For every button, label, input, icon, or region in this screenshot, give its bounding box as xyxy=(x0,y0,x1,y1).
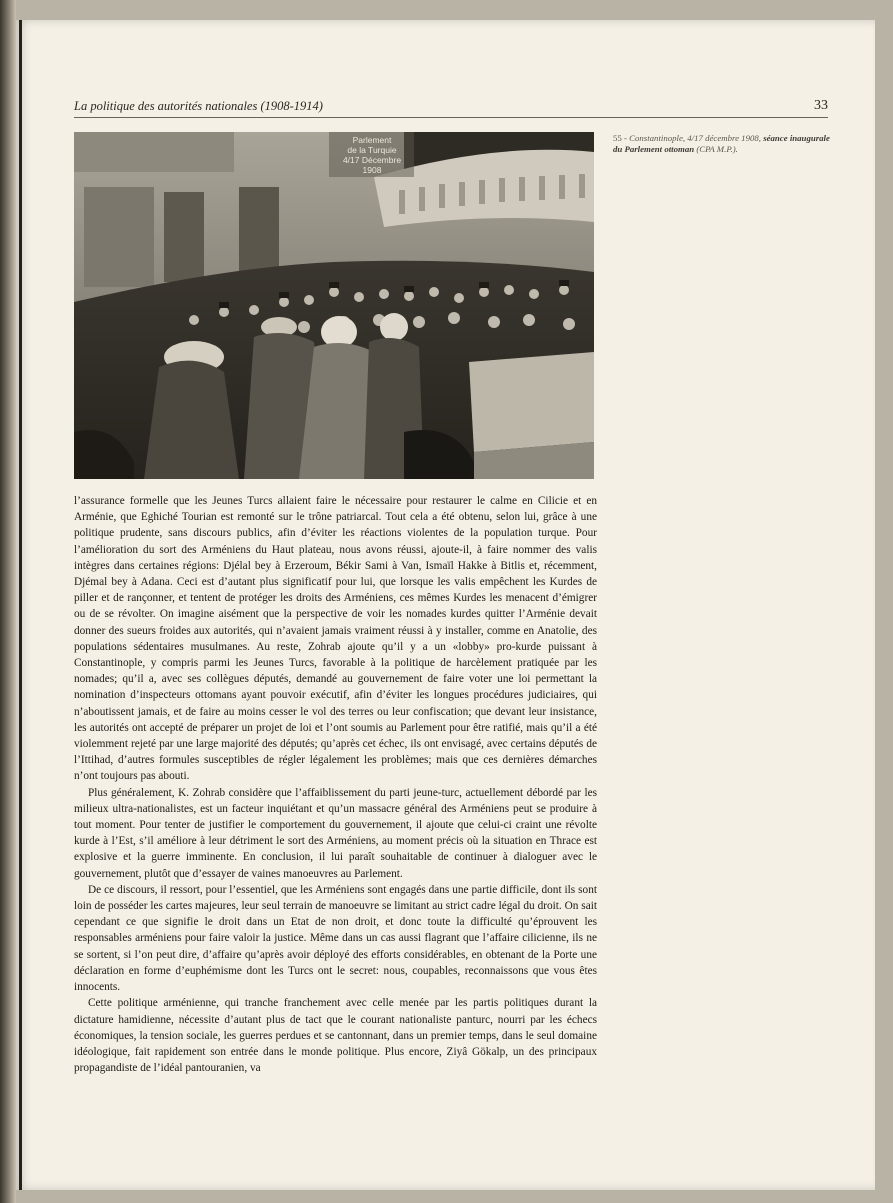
paragraph-3: De ce discours, il ressort, pour l’essentiel, que les Arméniens sont engagés dans une partie difficile, dont ils sont loin de posséder les cartes majeures, leur seul terrain de manoeuvre se limitant au strict cadre légal du droit. On sait cependant ce que signifie le droit dans un Etat de non droit, et donc toute la difficulté qu’éprouvent les responsables arméniens pour faire valoir la justice. Même dans un cas aussi flagrant que l’affaire cilicienne, ils ne se sortent, si l’on peut dire, d’affaire qu’après avoir déployé des efforts considérables, en obtenant de la Porte une déclaration en forme d’euphémisme dont les Turcs ont le secret: nous, coupables, reconnaissons que vous êtes innocents. xyxy=(74,883,597,994)
sign-line-1: Parlement xyxy=(352,135,392,145)
book-page xyxy=(16,20,875,1190)
sign-line-3: 4/17 Décembre xyxy=(342,155,402,165)
caption-number: 55 - xyxy=(613,133,630,143)
running-title: La politique des autorités nationales (1908-1914) xyxy=(74,99,323,113)
photo-illustration xyxy=(74,132,594,479)
caption-source: (CPA M.P.). xyxy=(694,144,738,154)
paragraph-1: l’assurance formelle que les Jeunes Turcs allaient faire le nécessaire pour restaurer le calme en Cilicie et en Arménie, que Eghiché Tourian est remonté sur le trône patriarcal. Tout cela a été obtenu, selon lui, grâce à une politique prudente, sans discours publics, afin d’éviter les réactions violentes de la population turque. Pour l’amélioration du sort des Arméniens du Haut plateau, nous avons réussi, ajoute-il, à faire nommer des valis intègres dans certaines régions: Djélal bey à Erzeroum, Békir Sami à Van, Ismaïl Hakke à Bitlis et, récemment, Djémal bey à Adana. Ceci est d’autant plus significatif pour lui, que lorsque les valis empêchent les Kurdes de piller et de rançonner, et tentent de protéger les droits des Arméniens, ces mêmes Kurdes les menacent d’émigrer ou de se révolter. On imagine aisément que la perspective de voir les nomades kurdes quitter l’Arménie devait donner des sueurs froides aux autorités, qui n’avaient jamais vraiment réussi à y installer, comme en Anatolie, des populations sédentaires musulmanes. Au reste, Zohrab ajoute qu’il y a un «lobby» pro-kurde puissant à Constantinople, y compris parmi les Jeunes Turcs, favorable à la politique de harcèlement pratiquée par les nomades; qu’il a, avec ses collègues députés, demandé au gouvernement de faire voter une loi permettant la nomination d’inspecteurs ottomans ayant pouvoir exécutif, afin d’éviter les longues procédures judiciaires, qui n’aboutissent jamais, et de faire au moins cesser le vol des terres ou leur confiscation; que devant leur insistance, les autorités ont accepté de préparer un projet de loi et l’ont soumis au Parlement pour être ratifié, mais qu’il a été violemment rejeté par une large majorité des députés; qu’après cet échec, ils ont envisagé, avec certains députés de l’Ittihad, d’autres formules susceptibles de régler légalement les problèmes; mais que ces dernières démarches n’ont toujours pas abouti. xyxy=(74,495,597,783)
caption-title: séance inaugurale du Parlement ottoman xyxy=(613,133,830,154)
sign-line-2: de la Turquie xyxy=(347,145,397,155)
parliament-photo xyxy=(74,132,594,479)
scan-edge xyxy=(0,0,16,1203)
paragraph-2: Plus généralement, K. Zohrab considère que l’affaiblissement du parti jeune-turc, actuellement débordé par les milieux ultra-nationalistes, est un facteur inquiétant et qu’un massacre général des Arméniens peut se produire à tout moment. Pour tenter de justifier le comportement du gouvernement, il ajoute que celui-ci craint une révolte kurde à l’Est, s’il améliore à leur détriment le sort des Arméniens, au moment précis où la situation en Thrace est explosive et la guerre imminente. En conclusion, il lui paraît souhaitable de continuer à dialoguer avec le gouvernement, plutôt que d’essayer de vaines manoeuvres au Parlement. xyxy=(74,786,597,880)
gutter-line xyxy=(19,20,22,1190)
photo-caption xyxy=(613,133,833,155)
caption-place-date: Constantinople, 4/17 décembre 1908, xyxy=(629,133,764,143)
body-text xyxy=(74,493,597,1076)
running-head xyxy=(74,99,828,118)
paragraph-4: Cette politique arménienne, qui tranche franchement avec celle menée par les partis politiques durant la dictature hamidienne, nécessite d’autant plus de tact que le courant nationaliste panturc, nourri par les échecs économiques, la tension sociale, les guerres perdues et se cantonnant, dans un premier temps, dans le seul domaine idéologique, fait rapidement son entrée dans le monde politique. Plus encore, Ziyâ Gökalp, un des principaux propagandiste de l’idéal pantouranien, va xyxy=(74,997,597,1075)
page-number: 33 xyxy=(814,98,828,113)
sign-line-4: 1908 xyxy=(362,165,382,175)
